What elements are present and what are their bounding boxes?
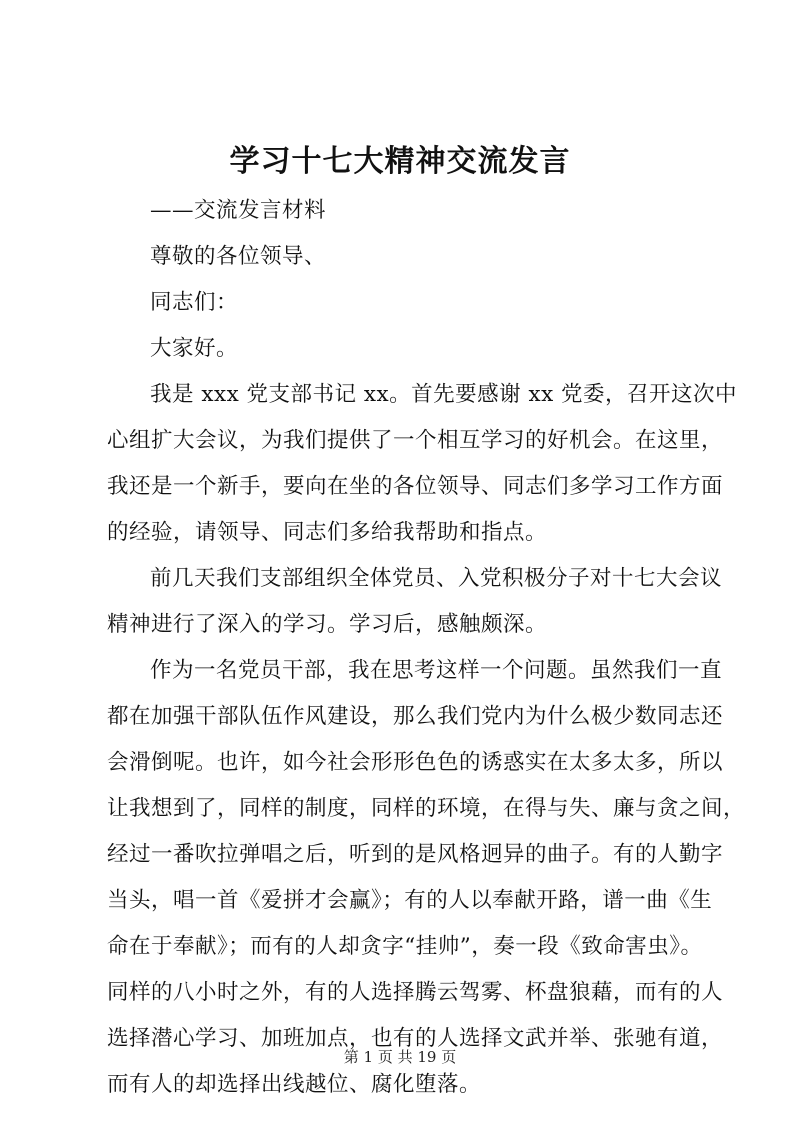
text-line: 命在于奉献》；而有的人却贪字“挂帅”，奏一段《致命害虫》。	[107, 934, 703, 959]
text-line: 让我想到了，同样的制度，同样的环境，在得与失、廉与贪之间，	[107, 796, 746, 821]
text-line: 前几天我们支部组织全体党员、入党积极分子对十七大会议	[150, 566, 723, 591]
text-line: 精神进行了深入的学习。学习后，感触颇深。	[107, 612, 548, 637]
text-line: 都在加强干部队伍作风建设，那么我们党内为什么极少数同志还	[107, 704, 724, 729]
text-line: 的经验，请领导、同志们多给我帮助和指点。	[107, 520, 548, 545]
text-line: 尊敬的各位领导、	[150, 244, 327, 269]
text-line: 我是 xxx 党支部书记 xx。首先要感谢 xx 党委，召开这次中	[150, 382, 738, 407]
text-line: 同样的八小时之外，有的人选择腾云驾雾、杯盘狼藉，而有的人	[107, 980, 724, 1005]
text-line: 而有人的却选择出线越位、腐化堕落。	[107, 1072, 482, 1097]
page-footer: 第 1 页 共 19 页	[343, 1048, 457, 1066]
text-line: 大家好。	[150, 336, 239, 361]
text-line: 经过一番吹拉弹唱之后，听到的是风格迥异的曲子。有的人勤字	[107, 842, 724, 867]
text-line: 会滑倒呢。也许，如今社会形形色色的诱惑实在太多太多，所以	[107, 750, 724, 775]
text-line: 我还是一个新手，要向在坐的各位领导、同志们多学习工作方面	[107, 474, 724, 499]
document-title: 学习十七大精神交流发言	[229, 144, 571, 179]
text-line: ——交流发言材料	[150, 198, 327, 223]
document-body	[107, 188, 746, 1108]
text-line: 选择潜心学习、加班加点，也有的人选择文武并举、张驰有道，	[107, 1026, 724, 1051]
text-line: 同志们：	[150, 290, 239, 315]
text-line: 心组扩大会议，为我们提供了一个相互学习的好机会。在这里，	[107, 428, 724, 453]
text-line: 作为一名党员干部，我在思考这样一个问题。虽然我们一直	[150, 658, 723, 683]
text-line: 当头，唱一首《爱拼才会赢》；有的人以奉献开路，谱一曲《生	[107, 888, 713, 913]
